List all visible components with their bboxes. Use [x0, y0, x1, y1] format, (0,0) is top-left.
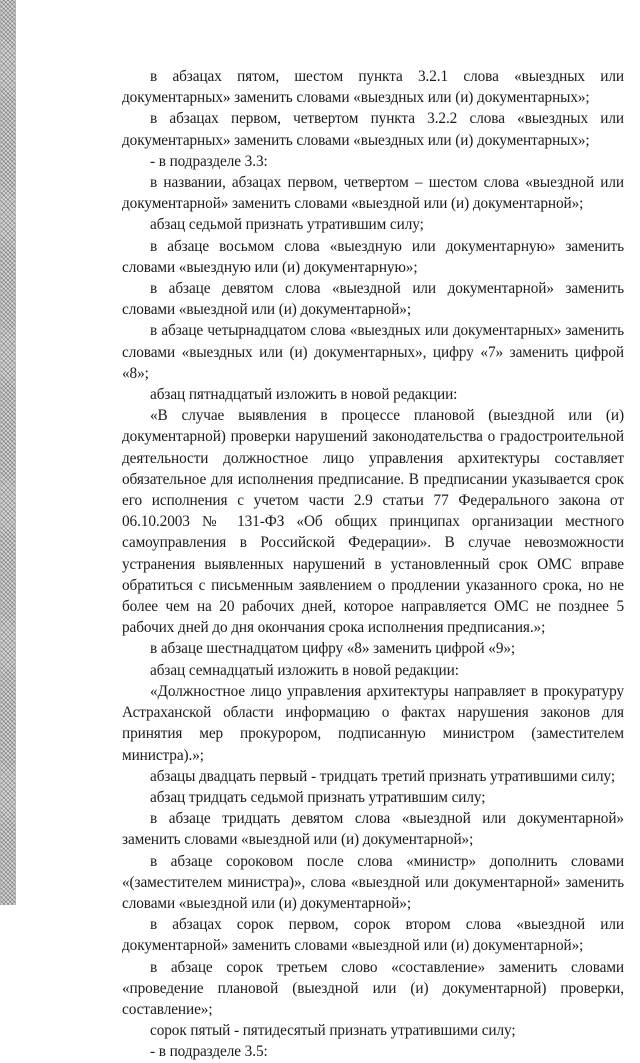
paragraph-10: «В случае выявления в процессе плановой (выездной или (и) документарной) проверки нарушений законодательства о градостроительной деятельности должностное лицо управления архитектуры составляет обязательное для исполнения предписание. В предписании указывается срок его исполнения с учетом части 2.9 статьи 77 Федерального закона от 06.10.2003 № 131-ФЗ «Об общих принципах организации местного самоуправления в Российской Федерации». В случае невозможности устранения выявленных нарушений в установленный срок ОМС вправе обратиться с письменным заявлением о продлении указанного срока, но не более чем на 20 рабочих дней, которое направляется ОМС не позднее 5 рабочих дней до дня окончания срока исполнения предписания.»;: [122, 407, 624, 637]
paragraph-17: в абзаце сороковом после слова «министр» дополнить словами «(заместителем министра)», слова «выездной или документарной» заменить словами «выездной или (и) документарной»;: [122, 852, 624, 912]
paragraph-13: «Должностное лицо управления архитектуры направляет в прокуратуру Астраханской области информацию о фактах нарушения законов для принятия мер прокурором, подписанную министром (заместителем министра).»;: [122, 682, 624, 764]
paragraph-2: в абзацах первом, четвертом пункта 3.2.2 слова «выездных или документарных» заменить словами «выездных или (и) документарных»;: [122, 110, 624, 149]
paragraph-19: в абзаце сорок третьем слово «составление» заменить словами «проведение плановой (выездной или (и) документарной) проверки, составление»;: [122, 958, 624, 1018]
paragraph-5: абзац седьмой признать утратившим силу;: [150, 216, 424, 234]
paragraph-1: в абзацах пятом, шестом пункта 3.2.1 слова «выездных или документарных» заменить словами «выездных или (и) документарных»;: [122, 68, 624, 107]
paragraph-9: абзац пятнадцатый изложить в новой редакции:: [150, 386, 458, 404]
paragraph-15: абзац тридцать седьмой признать утратившим силу;: [150, 788, 486, 806]
paragraph-7: в абзаце девятом слова «выездной или документарной» заменить словами «выездной или (и) документарной»;: [122, 280, 624, 319]
document-page: [122, 66, 624, 1063]
paragraph-4: в названии, абзацах первом, четвертом – шестом слова «выездной или документарной» заменить словами «выездной или (и) документарной»;: [122, 174, 624, 213]
paragraph-18: в абзацах сорок первом, сорок втором слова «выездной или документарной» заменить словами «выездной или (и) документарной»;: [122, 916, 624, 955]
paragraph-14: абзацы двадцать первый - тридцать третий признать утратившими силу;: [150, 767, 615, 785]
paragraph-21: - в подразделе 3.5:: [150, 1043, 268, 1061]
paragraph-3: - в подразделе 3.3:: [150, 152, 268, 170]
paragraph-8: в абзаце четырнадцатом слова «выездных или документарных» заменить словами «выездных или (и) документарных», цифру «7» заменить цифрой «8»;: [122, 322, 624, 382]
paragraph-6: в абзаце восьмом слова «выездную или документарную» заменить словами «выездную или (и) документарную»;: [122, 237, 624, 276]
paragraph-11: в абзаце шестнадцатом цифру «8» заменить цифрой «9»;: [150, 640, 516, 658]
paragraph-16: в абзаце тридцать девятом слова «выездной или документарной» заменить словами «выездной или (и) документарной»;: [122, 810, 624, 849]
scan-edge-artifact: [0, 0, 16, 905]
paragraph-12: абзац семнадцатый изложить в новой редакции:: [150, 661, 459, 679]
paragraph-20: сорок пятый - пятидесятый признать утратившими силу;: [150, 1022, 516, 1040]
